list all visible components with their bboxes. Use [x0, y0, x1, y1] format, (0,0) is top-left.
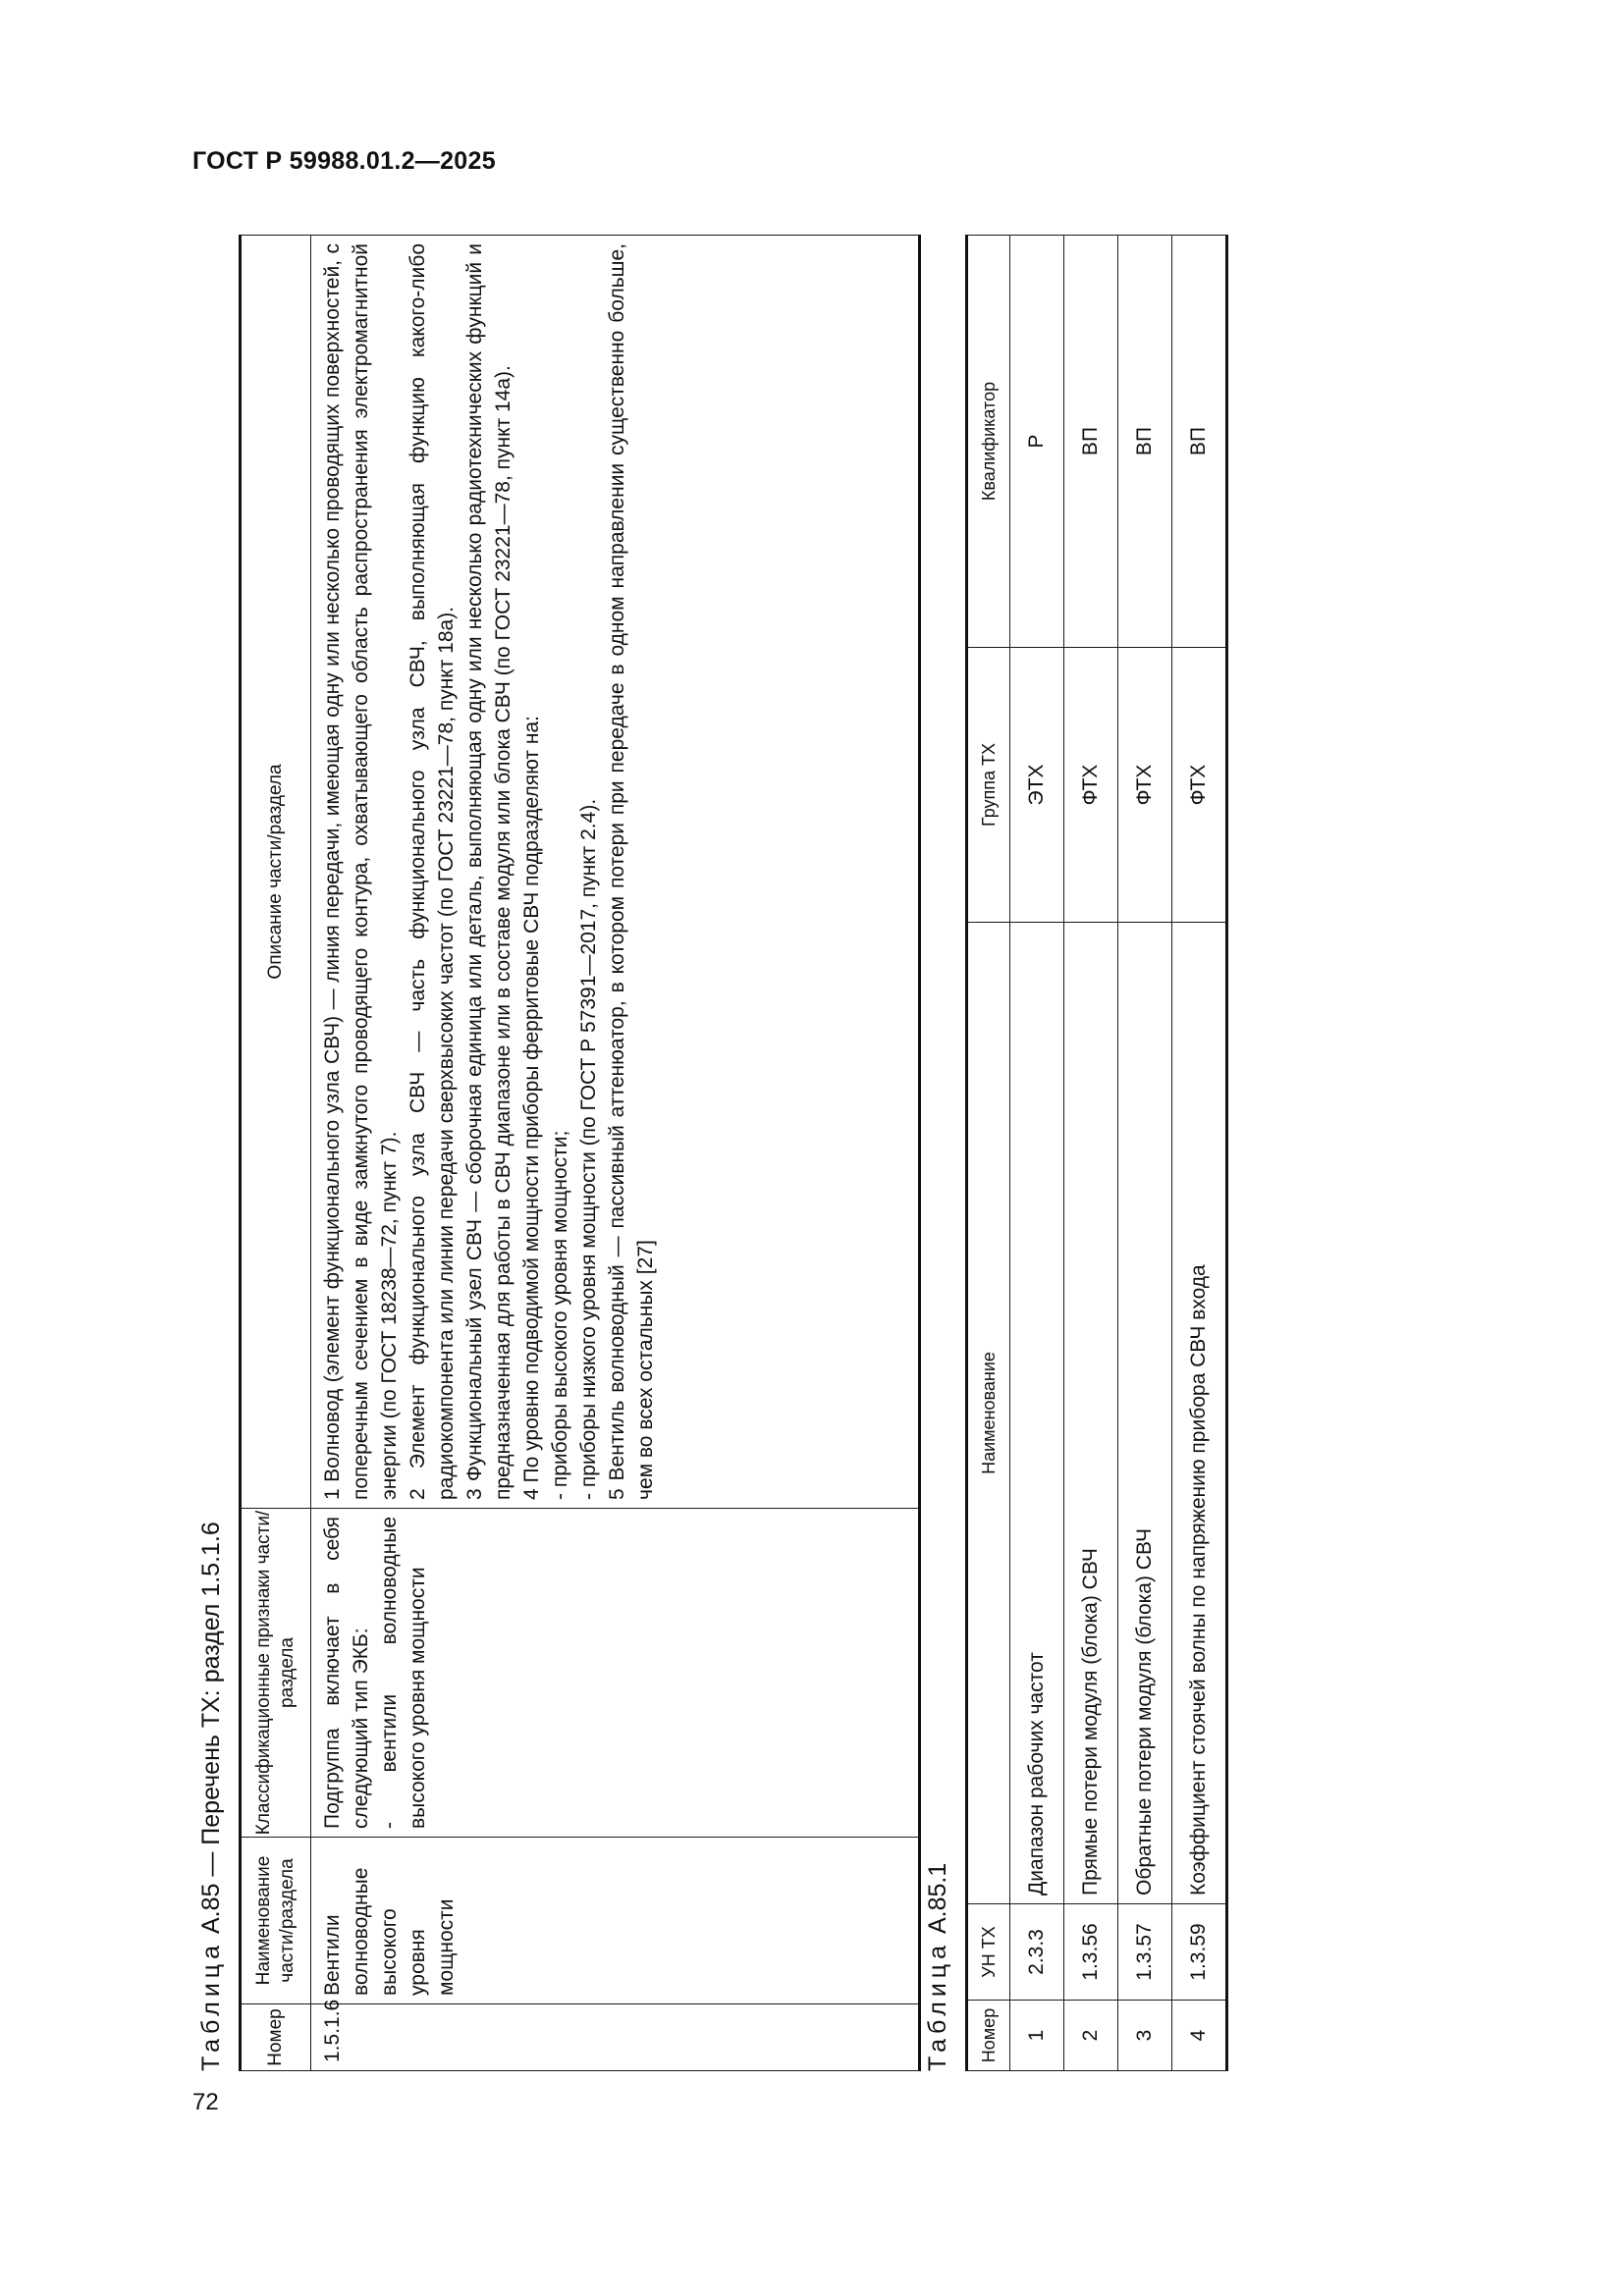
cell-number: 2 [1064, 2001, 1118, 2071]
caption-prefix: Таблица [197, 1940, 225, 2071]
row-class-features [311, 1509, 920, 1838]
table-85-1 [965, 235, 1228, 2071]
cell-name: Диапазон рабочих частот [1010, 923, 1064, 1904]
caption-text: А.85 — Перечень ТХ: раздел 1.5.1.6 [197, 1522, 225, 1941]
table-row [311, 236, 920, 2071]
table-85-1-caption [924, 1863, 952, 2071]
cell-number: 3 [1118, 2001, 1172, 2071]
cell-name: Прямые потери модуля (блока) СВЧ [1064, 923, 1118, 1904]
row-description [311, 236, 920, 1509]
col-header-group-tx: Группа ТХ [967, 648, 1010, 923]
description-item: - приборы высокого уровня мощности; [548, 1130, 571, 1500]
class-feature-line: - вентили волноводные высокого уровня мощности [377, 1517, 429, 1829]
table-row [1064, 236, 1118, 2071]
class-feature-line: Подгруппа включает в себя следующий тип ЭКБ: [321, 1517, 372, 1829]
description-item: - приборы низкого уровня мощности (по ГОСТ Р 57391—2017, пункт 2.4). [576, 798, 600, 1500]
col-header-un-tx: УН ТХ [967, 1904, 1010, 2001]
cell-number: 4 [1172, 2001, 1227, 2071]
description-item: 3 Функциональный узел СВЧ — сборочная единица или деталь, выполняющая одну или несколько радиотехнических функций и предназначенная для работы в СВЧ диапазоне или в составе модуля или блока СВЧ (по ГОСТ 23221—78, пункт 14а). [462, 243, 514, 1500]
col-header-qualifier: Квалификатор [967, 236, 1010, 648]
row-number: 1.5.1.6 [311, 2004, 920, 2071]
cell-un-tx: 2.3.3 [1010, 1904, 1064, 2001]
caption-text: А.85.1 [924, 1862, 951, 1941]
cell-group-tx: ФТХ [1064, 648, 1118, 923]
table-row [1010, 236, 1064, 2071]
cell-number: 1 [1010, 2001, 1064, 2071]
cell-name: Обратные потери модуля (блока) СВЧ [1118, 923, 1172, 1904]
cell-qualifier: ВП [1118, 236, 1172, 648]
description-item: 4 По уровню подводимой мощности приборы ферритовые СВЧ подразделяют на: [519, 716, 543, 1500]
col-header-class-features: Классификационные признаки части/раздела [241, 1509, 311, 1838]
cell-un-tx: 1.3.56 [1064, 1904, 1118, 2001]
cell-qualifier: Р [1010, 236, 1064, 648]
table-row [1118, 236, 1172, 2071]
description-item: 5 Вентиль волноводный — пассивный аттенюатор, в котором потери при передаче в одном направлении существенно больше, чем во всех остальных [27] [605, 243, 657, 1500]
row-name: Вентили волноводные высокого уровня мощности [311, 1838, 920, 2004]
table-85-caption [197, 1522, 226, 2071]
cell-group-tx: ФТХ [1172, 648, 1227, 923]
col-header-description: Описание части/раздела [241, 236, 311, 1509]
cell-qualifier: ВП [1064, 236, 1118, 648]
col-header-name: Наименование [967, 923, 1010, 1904]
document-header: ГОСТ Р 59988.01.2—2025 [192, 147, 496, 175]
cell-un-tx: 1.3.57 [1118, 1904, 1172, 2001]
col-header-number: Номер [241, 2004, 311, 2071]
cell-group-tx: ЭТХ [1010, 648, 1064, 923]
page-number: 72 [192, 2089, 219, 2115]
table-85-1-header-row [967, 236, 1010, 2071]
description-item: 1 Волновод (элемент функционального узла СВЧ) — линия передачи, имеющая одну или несколько проводящих поверхностей, с поперечным сечением в виде замкнутого проводящего контура, охватывающего область распространения электромагнитной энергии (по ГОСТ 18238—72, пункт 7). [321, 243, 401, 1500]
cell-name: Коэффициент стоячей волны по напряжению прибора СВЧ входа [1172, 923, 1227, 1904]
caption-prefix: Таблица [924, 1940, 951, 2071]
table-85-header-row [241, 236, 311, 2071]
rotated-content [189, 231, 1270, 2071]
col-header-number: Номер [967, 2001, 1010, 2071]
description-item: 2 Элемент функционального узла СВЧ — часть функционального узла СВЧ, выполняющая функцию какого-либо радиокомпонента или линии передачи сверхвысоких частот (по ГОСТ 23221—78, пункт 18а). [406, 243, 458, 1500]
table-row [1172, 236, 1227, 2071]
cell-group-tx: ФТХ [1118, 648, 1172, 923]
table-85 [239, 235, 921, 2071]
col-header-name: Наименование части/раздела [241, 1838, 311, 2004]
cell-un-tx: 1.3.59 [1172, 1904, 1227, 2001]
cell-qualifier: ВП [1172, 236, 1227, 648]
